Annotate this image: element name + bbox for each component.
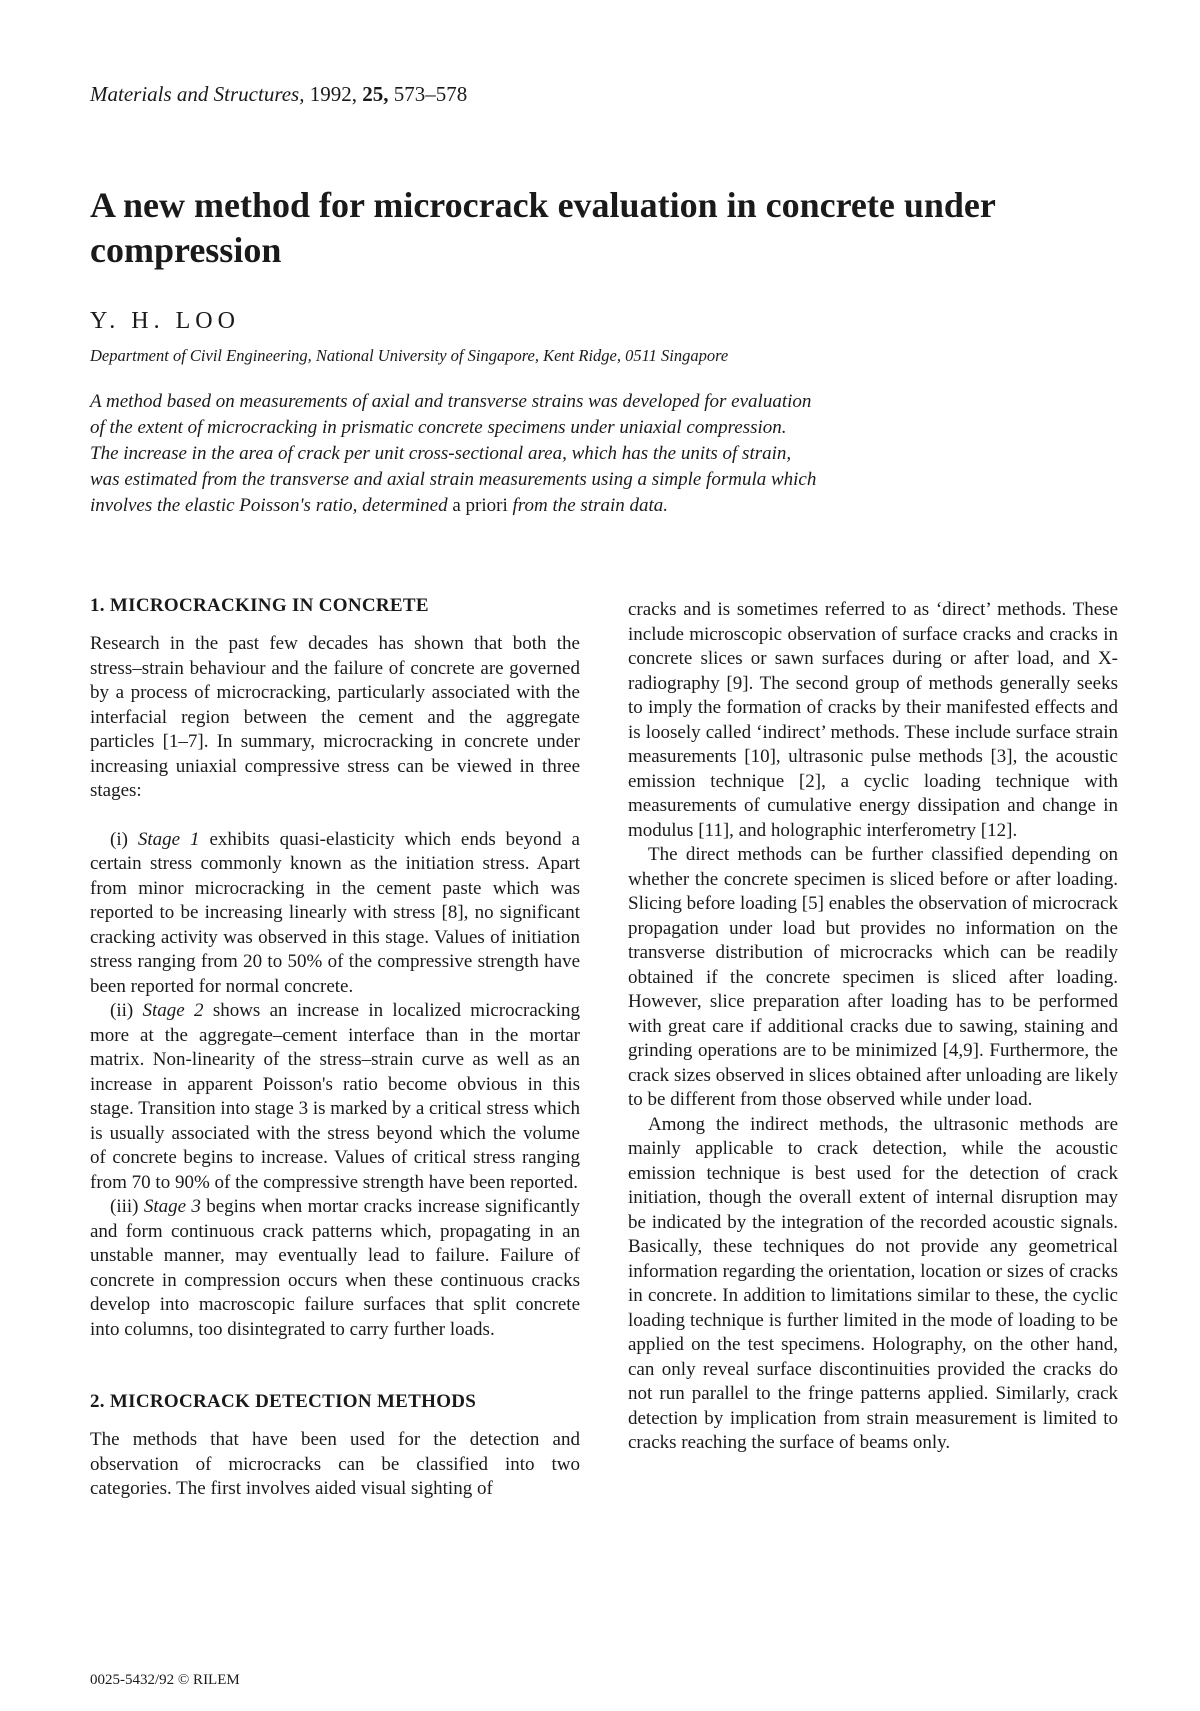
section-2-heading: 2. MICROCRACK DETECTION METHODS (90, 1391, 477, 1412)
stage-2-term: Stage 2 (142, 1000, 204, 1021)
section-1-heading: 1. MICROCRACKING IN CONCRETE (90, 595, 429, 616)
journal-citation (90, 82, 467, 107)
stage-1-paragraph (90, 828, 580, 1000)
abstract-line: A method based on measurements of axial and transverse strains was developed for evaluation (90, 391, 812, 412)
paper-title: A new method for microcrack evaluation in concrete under compression (90, 185, 996, 270)
section-2-paragraph-continued: cracks and is sometimes referred to as ‘direct’ methods. These include microscopic observation of surface cracks and cracks in concrete slices or sawn surfaces during or after load, and X-radiography [9]. The second group of methods generally seeks to imply the formation of cracks by their manifested effects and is loosely called ‘indirect’ methods. These include surface strain measurements [10], ultrasonic pulse methods [3], the acoustic emission technique [2], a cyclic loading technique with measurements of cumulative energy dissipation and change in modulus [11], and holographic interferometry [12]. (628, 599, 1118, 841)
stage-2-paragraph (90, 999, 580, 1195)
stage-1-text: exhibits quasi-elasticity which ends beyond a certain stress commonly known as the initiation stress. Apart from minor microcracking in the cement paste which was reported to be increasing linearly with stress [8], no significant cracking activity was observed in this stage. Values of initiation stress ranging from 20 to 50% of the compressive strength have been reported for normal concrete. (90, 828, 580, 997)
abstract-latin-term: a priori (452, 495, 508, 516)
abstract-text: from the strain data. (507, 495, 669, 516)
stage-1-term: Stage 1 (137, 828, 200, 850)
journal-year: 1992, (309, 82, 357, 106)
journal-pages: 573–578 (393, 82, 468, 106)
abstract-line: was estimated from the transverse and axial strain measurements using a simple formula which (90, 469, 817, 490)
stage-3-text: begins when mortar cracks increase significantly and form continuous crack patterns which, propagating in an unstable manner, may eventually lead to failure. Failure of concrete in compression occurs when these continuous cracks develop into macroscopic failure surfaces that split concrete into columns, too disintegrated to carry further loads. (90, 1196, 580, 1340)
journal-name: Materials and Structures, (90, 82, 305, 106)
indirect-methods-paragraph: Among the indirect methods, the ultrasonic methods are mainly applicable to crack detection, while the acoustic emission technique is best used for the detection of crack initiation, though the overall extent of internal disruption may be indicated by the integration of the recorded acoustic signals. Basically, these techniques do not provide any geometrical information regarding the orientation, location or sizes of cracks in concrete. In addition to limitations similar to these, the cyclic loading technique is further limited in the mode of loading to be applied on the test specimens. Holography, on the other hand, can only reveal surface discontinuities provided the cracks do not run parallel to the fringe patterns applied. Similarly, crack detection by implication from strain measurement is limited to cracks reaching the surface of beams only. (628, 1113, 1118, 1453)
abstract (90, 389, 920, 519)
section-1-intro: Research in the past few decades has shown that both the stress–strain behaviour and the failure of concrete are governed by a process of microcracking, particularly associated with the interfacial region between the cement and the aggregate particles [1–7]. In summary, microcracking in concrete under increasing uniaxial compressive stress can be viewed in three stages: (90, 633, 580, 801)
author-name: Y. H. LOO (90, 308, 240, 334)
abstract-line (90, 493, 920, 519)
left-column (90, 594, 580, 1502)
stage-2-text: shows an increase in localized microcracking more at the aggregate–cement interface than in the mortar matrix. Non-linearity of the stress–strain curve as well as an increase in apparent Poisson's ratio become obvious in this stage. Transition into stage 3 is marked by a critical stress which is usually associated with the stress beyond which the volume of concrete begins to increase. Values of critical stress ranging from 70 to 90% of the compressive strength have been reported. (90, 1000, 581, 1193)
journal-volume: 25, (362, 82, 389, 106)
stage-1-prefix: (i) (110, 828, 138, 850)
stage-3-prefix: (iii) (110, 1196, 144, 1217)
stage-2-prefix: (ii) (110, 1000, 143, 1021)
copyright-footer: 0025-5432/92 © RILEM (90, 1672, 240, 1688)
author-affiliation: Department of Civil Engineering, National University of Singapore, Kent Ridge, 0511 Singapore (90, 346, 729, 365)
abstract-line: of the extent of microcracking in prismatic concrete specimens under uniaxial compression. (90, 417, 787, 438)
abstract-text: involves the elastic Poisson's ratio, determined (90, 495, 453, 516)
stage-3-term: Stage 3 (143, 1196, 201, 1217)
abstract-line: The increase in the area of crack per unit cross-sectional area, which has the units of strain, (90, 443, 792, 464)
direct-methods-paragraph: The direct methods can be further classified depending on whether the concrete specimen is sliced before or after loading. Slicing before loading [5] enables the observation of microcrack propagation under load but provides no information on the transverse distribution of microcracks which can be readily obtained if the concrete specimen is sliced after loading. However, slice preparation after loading has to be performed with great care if additional cracks due to sawing, staining and grinding operations are to be minimized [4,9]. Furthermore, the crack sizes observed in slices obtained after unloading are likely to be different from those observed while under load. (628, 844, 1118, 1110)
section-2-paragraph-start: The methods that have been used for the detection and observation of microcracks can be classified into two categories. The first involves aided visual sighting of (90, 1429, 580, 1499)
right-column (628, 598, 1118, 1456)
stage-3-paragraph (90, 1195, 580, 1342)
